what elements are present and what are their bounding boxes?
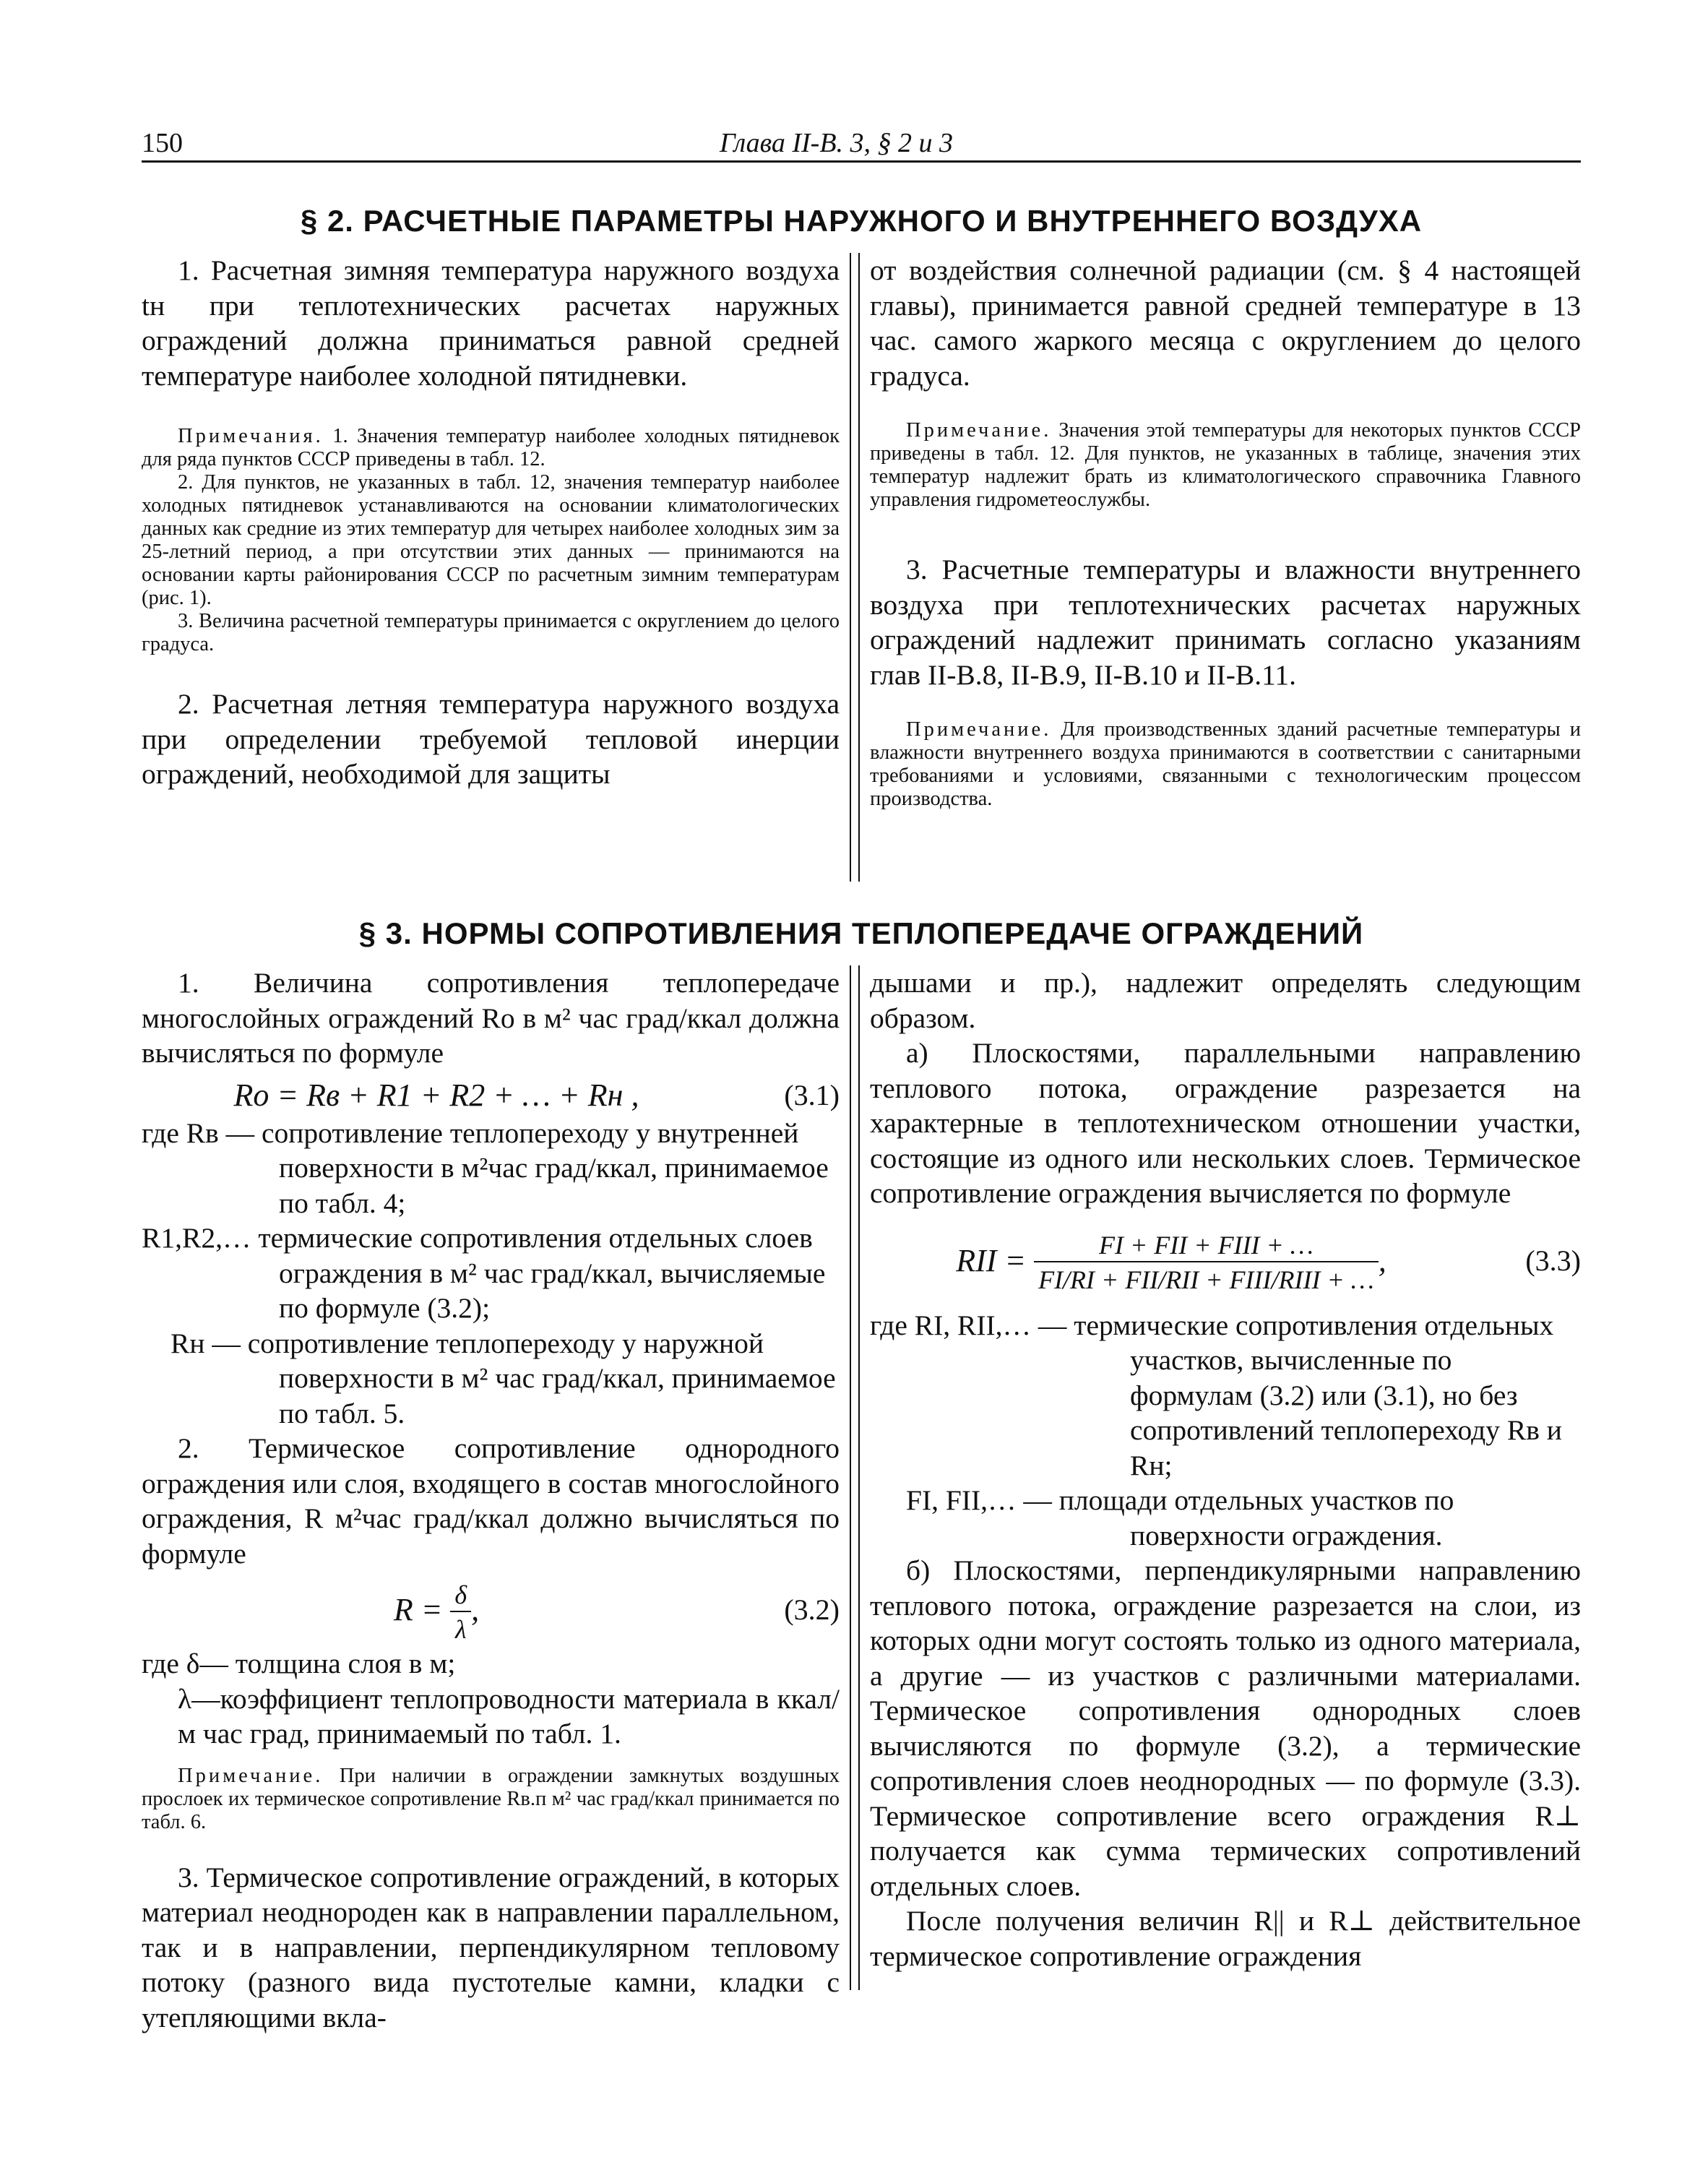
formula-3-3-expression: RII = $\frac{\text{FI + FII + FIII + …}}{\text{FI/RI + FII/RII + FIII/RIII + …}}$ , xyxy=(870,1214,1472,1308)
formula-3-3-numerator: FI + FII + FIII + … xyxy=(1034,1229,1379,1262)
formula-3-2 xyxy=(142,1574,840,1646)
formula-3-1-number: (3.1) xyxy=(784,1078,840,1111)
note-label: Примечание. xyxy=(906,419,1052,442)
formula-3-2-lhs: R = xyxy=(393,1592,443,1627)
sec2-note-3: 3. Величина расчетной температуры принимается с округлением до целого градуса. xyxy=(142,610,840,655)
formula-3-1-expression: Rо = Rв + R1 + R2 + … + Rн , xyxy=(233,1077,639,1113)
chapter-reference: Глава II-В. 3, § 2 и 3 xyxy=(720,128,954,158)
note-label-2: Примечание. xyxy=(906,718,1052,741)
formula-3-2-fraction xyxy=(450,1579,471,1647)
sec2-note-1: 1. Значения температур наиболее холодных пятидневок для ряда пунктов СССР приведены в табл. 12. xyxy=(142,425,840,470)
formula-3-2-expression: R = $\frac{\delta}{\lambda}$ , xyxy=(142,1574,731,1647)
page-number: 150 xyxy=(142,128,183,158)
column-divider xyxy=(850,253,860,882)
sec3-where-lambda: λ—коэффициент теплопроводности материала в ккал/м час град, принимаемый по табл. 1. xyxy=(178,1682,840,1749)
sec2-note-2: 2. Для пунктов, не указанных в табл. 12, значения температур наиболее холодных пятидневок устанавливаются на основании климатологических данных как средние из этих температур для четырех наиболее холодных зим за 25-летний период, а при отсутствии этих данных — принимаются на основании карты районирования СССР по расчетным зимним температурам (рис. 1). xyxy=(142,471,840,609)
sec2-paragraph-3: 3. Расчетные температуры и влажности внутреннего воздуха при теплотехнических расчетах наружных ограждений надлежит принимать согласно указаниям глав II-В.8, II-В.9, II-В.10 и II-В.11. xyxy=(870,554,1581,691)
sec3-paragraph-3-continued: дышами и пр.), надлежит определять следующим образом. xyxy=(870,967,1581,1034)
formula-3-2-numerator: δ xyxy=(450,1579,471,1612)
section-3-left-column xyxy=(142,965,840,2035)
section-2-right-column xyxy=(870,253,1581,811)
sec3-note-text: При наличии в ограждении замкнутых воздушных прослоек их термическое сопротивление Rв.п м² час град/ккал принимается по табл. 6. xyxy=(142,1764,840,1833)
sec3-paragraph-2: 2. Термическое сопротивление однородного ограждения или слоя, входящего в состав многослойного ограждения, R м²час град/ккал должно вычисляться по формуле xyxy=(142,1432,840,1570)
sec2-notes xyxy=(142,425,840,656)
sec3-note-label: Примечание. xyxy=(178,1764,324,1787)
sec2-paragraph-2-continued: от воздействия солнечной радиации (см. § 4 настоящей главы), принимается равной средней температуре в 13 час. самого жаркого месяца с округлением до целого градуса. xyxy=(870,254,1581,392)
sec2-paragraph-1: 1. Расчетная зимняя температура наружного воздуха tн при теплотехнических расчетах наружных ограждений должна приниматься равной средней температуре наиболее холодной пятидневки. xyxy=(142,254,840,392)
sec3-paragraph-a: а) Плоскостями, параллельными направлению теплового потока, ограждение разрезается на характерные в теплотехническом отношении участки, состоящие из одного или нескольких слоев. Термическое сопротивление ограждения вычисляется по формуле xyxy=(870,1037,1581,1209)
sec2-right-note-1 xyxy=(870,419,1581,512)
formula-3-2-number: (3.2) xyxy=(784,1593,840,1626)
sec2-paragraph-2: 2. Расчетная летняя температура наружного воздуха при определении требуемой тепловой инерции ограждений, необходимой для защиты xyxy=(142,688,840,790)
sec3-paragraph-c: После получения величин R|| и R⊥ действительное термическое сопротивление ограждения xyxy=(870,1905,1581,1972)
sec3-where-rv: где Rв — сопротивление теплопереходу у внутренней поверхности в м²час град/ккал, принимаемое по табл. 4; xyxy=(142,1116,829,1219)
formula-3-3-denominator: FI/RI + FII/RII + FIII/RIII + … xyxy=(1038,1265,1374,1295)
column-divider-2 xyxy=(850,965,860,1990)
notes-label: Примечания. xyxy=(178,425,324,447)
sec3-where-rn: Rн — сопротивление теплопереходу у наружной поверхности в м² час град/ккал, принимаемое по табл. 5. xyxy=(171,1327,836,1429)
section-2-title: § 2. РАСЧЕТНЫЕ ПАРАМЕТРЫ НАРУЖНОГО И ВНУТРЕННЕГО ВОЗДУХА xyxy=(300,204,1423,238)
sec3-where-ri: где RI, RII,… — термические сопротивления отдельных участков, вычисленные по формулам (3.2) или (3.1), но без сопротивлений теплопереходу Rв и Rн; xyxy=(870,1309,1562,1481)
sec3-paragraph-3: 3. Термическое сопротивление ограждений, в которых материал неоднороден как в направлении параллельном, так и в направлении, перпендикулярном тепловому потоку (разного вида пустотелые камни, кладки с утепляющими вкла- xyxy=(142,1861,840,2033)
running-head xyxy=(142,127,1581,159)
sec2-right-note-2 xyxy=(870,718,1581,811)
sec3-paragraph-1: 1. Величина сопротивления теплопередаче многослойных ограждений Rо в м² час град/ккал должна вычисляться по формуле xyxy=(142,967,840,1069)
sec2-right-note-1-text: Значения этой температуры для некоторых пунктов СССР приведены в табл. 12. Для пунктов, не указанных в таблице, значения этих температур надлежит брать из климатологического справочника Главного управления гидрометеослужбы. xyxy=(870,419,1581,511)
formula-3-3-fraction xyxy=(1034,1229,1379,1297)
formula-3-3 xyxy=(870,1214,1581,1308)
sec2-right-note-2-text: Для производственных зданий расчетные температуры и влажности внутреннего воздуха принимаются в соответствии с санитарными требованиями и условиями, связанными с технологическим процессом производства. xyxy=(870,718,1581,810)
section-2-left-column xyxy=(142,253,840,792)
sec3-note xyxy=(142,1765,840,1834)
formula-3-2-denominator: λ xyxy=(454,1614,467,1644)
section-3-title: § 3. НОРМЫ СОПРОТИВЛЕНИЯ ТЕПЛОПЕРЕДАЧЕ ОГРАЖДЕНИЙ xyxy=(358,916,1364,950)
formula-3-1 xyxy=(142,1075,840,1116)
formula-3-3-lhs: RII = xyxy=(956,1242,1027,1278)
sec3-paragraph-b: б) Плоскостями, перпендикулярными направлению теплового потока, ограждение разрезается на слои, из которых одни могут состоять только из одного материала, а другие — из участков с различными материалами. Термическое сопротивления однородных слоев вычисляются по формуле (3.2), а термические сопротивления слоев неоднородных — по формуле (3.3). Термическое сопротивление всего ограждения R⊥ получается как сумма термических сопротивлений отдельных слоев. xyxy=(870,1554,1581,1902)
formula-3-3-number: (3.3) xyxy=(1525,1244,1581,1277)
sec3-where-fi: FI, FII,… — площади отдельных участков по поверхности ограждения. xyxy=(906,1484,1454,1551)
sec3-where-r1-r2: R1,R2,… термические сопротивления отдельных слоев ограждения в м² час град/ккал, вычисляемые по формуле (3.2); xyxy=(142,1222,826,1324)
header-rule xyxy=(142,160,1581,163)
sec3-where-delta: где δ— толщина слоя в м; xyxy=(142,1648,456,1679)
section-3-right-column xyxy=(870,965,1581,1973)
